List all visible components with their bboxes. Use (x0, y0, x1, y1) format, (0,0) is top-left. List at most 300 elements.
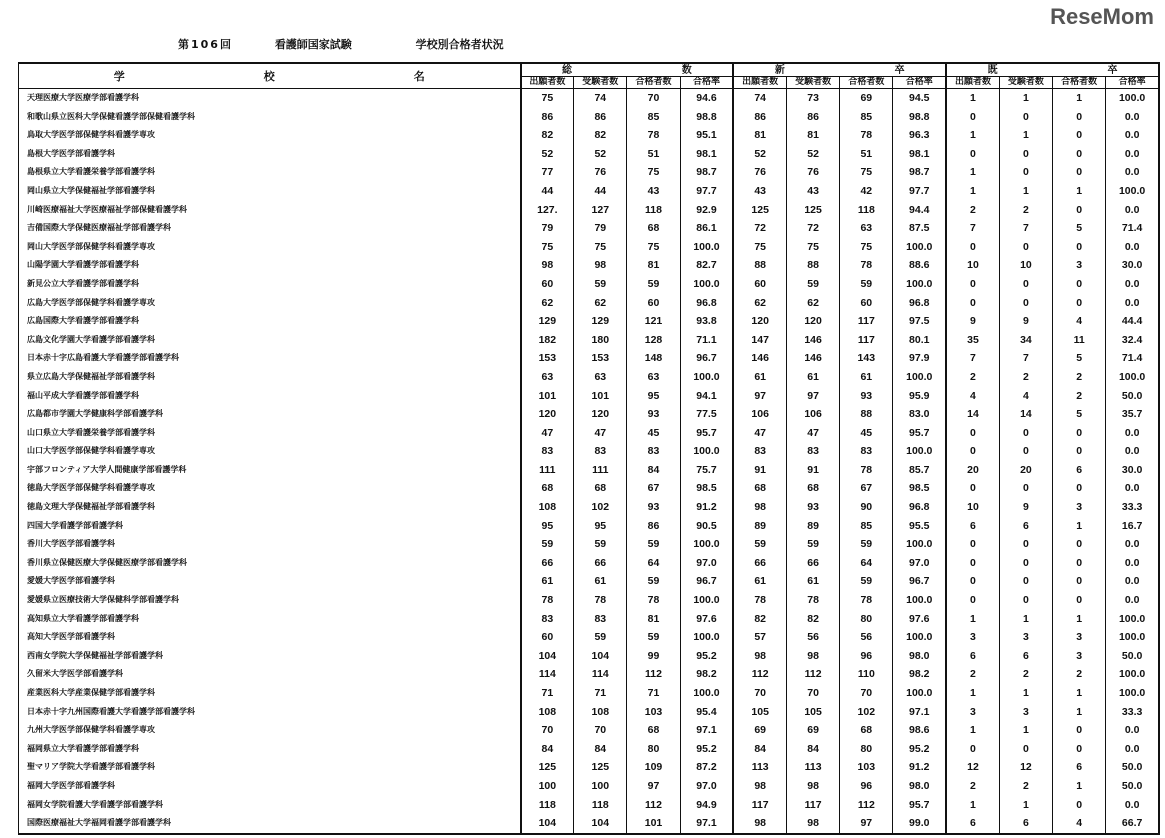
cell-value: 2 (999, 201, 1052, 220)
school-name: 愛媛大学医学部看護学科 (19, 572, 521, 591)
cell-value: 68 (840, 721, 893, 740)
cell-value: 20 (999, 461, 1052, 480)
cell-value: 129 (574, 312, 627, 331)
table-row (19, 684, 1160, 703)
cell-value: 98 (574, 256, 627, 275)
cell-value: 0 (946, 294, 999, 313)
cell-value: 2 (1053, 387, 1106, 406)
cell-value: 96.7 (893, 572, 946, 591)
table-row (19, 349, 1160, 368)
cell-value: 75 (840, 238, 893, 257)
table-row (19, 814, 1160, 834)
cell-value: 100.0 (680, 628, 733, 647)
cell-value: 30.0 (1106, 461, 1159, 480)
cell-value: 98.1 (680, 145, 733, 164)
cell-value: 93 (627, 405, 680, 424)
group-label-left: 新 (774, 64, 785, 76)
cell-value: 100.0 (680, 684, 733, 703)
cell-value: 70 (627, 89, 680, 108)
cell-value: 44 (574, 182, 627, 201)
cell-value: 98 (733, 777, 786, 796)
cell-value: 59 (840, 572, 893, 591)
cell-value: 68 (733, 479, 786, 498)
cell-value: 70 (521, 721, 574, 740)
cell-value: 0 (999, 554, 1052, 573)
cell-value: 120 (733, 312, 786, 331)
table-row (19, 145, 1160, 164)
cell-value: 50.0 (1106, 387, 1159, 406)
table-row (19, 498, 1160, 517)
cell-value: 66 (521, 554, 574, 573)
cell-value: 95 (521, 517, 574, 536)
cell-value: 0.0 (1106, 163, 1159, 182)
school-name: 宇部フロンティア大学人間健康学部看護学科 (19, 461, 521, 480)
header-char: 名 (413, 69, 425, 83)
cell-value: 96.7 (680, 349, 733, 368)
cell-value: 129 (521, 312, 574, 331)
cell-value: 60 (521, 275, 574, 294)
cell-value: 0 (1053, 294, 1106, 313)
cell-value: 108 (521, 498, 574, 517)
cell-value: 72 (787, 219, 840, 238)
cell-value: 95.9 (893, 387, 946, 406)
cell-value: 43 (733, 182, 786, 201)
group-label-right: 卒 (1107, 64, 1118, 76)
cell-value: 61 (574, 572, 627, 591)
cell-value: 0 (1053, 721, 1106, 740)
cell-value: 2 (1053, 665, 1106, 684)
cell-value: 113 (787, 758, 840, 777)
cell-value: 77 (521, 163, 574, 182)
group-label-left: 総 (562, 64, 573, 76)
cell-value: 96.7 (680, 572, 733, 591)
cell-value: 51 (840, 145, 893, 164)
cell-value: 118 (627, 201, 680, 220)
cell-value: 98 (521, 256, 574, 275)
cell-value: 59 (574, 275, 627, 294)
cell-value: 63 (574, 368, 627, 387)
cell-value: 45 (627, 424, 680, 443)
column-header: 受験者数 (999, 77, 1052, 89)
cell-value: 95.1 (680, 126, 733, 145)
cell-value: 78 (840, 591, 893, 610)
cell-value: 91 (733, 461, 786, 480)
cell-value: 4 (1053, 814, 1106, 834)
cell-value: 1 (999, 796, 1052, 815)
cell-value: 1 (946, 89, 999, 108)
cell-value: 61 (787, 572, 840, 591)
cell-value: 80 (840, 610, 893, 629)
cell-value: 82 (574, 126, 627, 145)
column-header: 合格率 (680, 77, 733, 89)
cell-value: 0.0 (1106, 145, 1159, 164)
cell-value: 74 (733, 89, 786, 108)
cell-value: 11 (1053, 331, 1106, 350)
cell-value: 97.6 (893, 610, 946, 629)
cell-value: 52 (574, 145, 627, 164)
cell-value: 3 (999, 703, 1052, 722)
cell-value: 3 (946, 628, 999, 647)
cell-value: 78 (787, 591, 840, 610)
cell-value: 43 (787, 182, 840, 201)
table-row (19, 461, 1160, 480)
cell-value: 120 (521, 405, 574, 424)
cell-value: 0 (1053, 796, 1106, 815)
cell-value: 103 (627, 703, 680, 722)
cell-value: 14 (946, 405, 999, 424)
cell-value: 98.2 (680, 665, 733, 684)
cell-value: 100.0 (1106, 665, 1159, 684)
cell-value: 100.0 (893, 535, 946, 554)
cell-value: 0 (946, 572, 999, 591)
cell-value: 120 (574, 405, 627, 424)
cell-value: 99 (627, 647, 680, 666)
school-name: 四国大学看護学部看護学科 (19, 517, 521, 536)
school-name: 広島文化学園大学看護学部看護学科 (19, 331, 521, 350)
cell-value: 3 (946, 703, 999, 722)
cell-value: 12 (999, 758, 1052, 777)
school-name: 山口大学医学部保健学科看護学専攻 (19, 442, 521, 461)
cell-value: 20 (946, 461, 999, 480)
cell-value: 1 (1053, 182, 1106, 201)
table-row (19, 294, 1160, 313)
cell-value: 0 (1053, 740, 1106, 759)
cell-value: 3 (1053, 498, 1106, 517)
cell-value: 127 (574, 201, 627, 220)
cell-value: 0.0 (1106, 201, 1159, 220)
cell-value: 35.7 (1106, 405, 1159, 424)
cell-value: 85 (627, 108, 680, 127)
school-name: 福山平成大学看護学部看護学科 (19, 387, 521, 406)
cell-value: 112 (627, 665, 680, 684)
cell-value: 0.0 (1106, 479, 1159, 498)
cell-value: 1 (946, 721, 999, 740)
cell-value: 0.0 (1106, 721, 1159, 740)
cell-value: 0 (946, 535, 999, 554)
cell-value: 86 (521, 108, 574, 127)
cell-value: 0.0 (1106, 108, 1159, 127)
cell-value: 6 (999, 647, 1052, 666)
cell-value: 88 (840, 405, 893, 424)
cell-value: 101 (627, 814, 680, 834)
cell-value: 86.1 (680, 219, 733, 238)
cell-value: 3 (1053, 628, 1106, 647)
cell-value: 0 (999, 572, 1052, 591)
cell-value: 100.0 (680, 275, 733, 294)
cell-value: 117 (840, 312, 893, 331)
cell-value: 106 (733, 405, 786, 424)
cell-value: 0 (946, 424, 999, 443)
cell-value: 0.0 (1106, 554, 1159, 573)
cell-value: 0 (946, 740, 999, 759)
cell-value: 64 (627, 554, 680, 573)
cell-value: 0 (946, 554, 999, 573)
table-row (19, 312, 1160, 331)
cell-value: 83 (627, 442, 680, 461)
cell-value: 128 (627, 331, 680, 350)
cell-value: 125 (787, 201, 840, 220)
cell-value: 104 (574, 647, 627, 666)
cell-value: 1 (999, 126, 1052, 145)
cell-value: 63 (840, 219, 893, 238)
cell-value: 97.1 (680, 814, 733, 834)
cell-value: 10 (946, 256, 999, 275)
cell-value: 6 (946, 814, 999, 834)
cell-value: 0 (1053, 238, 1106, 257)
cell-value: 112 (627, 796, 680, 815)
school-name: 天理医療大学医療学部看護学科 (19, 89, 521, 108)
cell-value: 100.0 (893, 368, 946, 387)
cell-value: 89 (787, 517, 840, 536)
column-header: 合格者数 (1053, 77, 1106, 89)
cell-value: 98.7 (680, 163, 733, 182)
cell-value: 90.5 (680, 517, 733, 536)
cell-value: 0 (999, 591, 1052, 610)
cell-value: 2 (946, 777, 999, 796)
cell-value: 94.6 (680, 89, 733, 108)
cell-value: 75 (521, 238, 574, 257)
table-row (19, 777, 1160, 796)
cell-value: 5 (1053, 349, 1106, 368)
cell-value: 100.0 (680, 368, 733, 387)
cell-value: 100.0 (1106, 89, 1159, 108)
cell-value: 10 (946, 498, 999, 517)
cell-value: 108 (521, 703, 574, 722)
cell-value: 60 (840, 294, 893, 313)
cell-value: 75 (840, 163, 893, 182)
cell-value: 70 (787, 684, 840, 703)
cell-value: 97.0 (680, 777, 733, 796)
cell-value: 98 (733, 498, 786, 517)
cell-value: 0 (999, 442, 1052, 461)
table-row (19, 665, 1160, 684)
table-row (19, 368, 1160, 387)
cell-value: 59 (574, 535, 627, 554)
cell-value: 16.7 (1106, 517, 1159, 536)
cell-value: 9 (946, 312, 999, 331)
table-row (19, 554, 1160, 573)
table-row (19, 89, 1160, 108)
school-name: 新見公立大学看護学部看護学科 (19, 275, 521, 294)
cell-value: 112 (733, 665, 786, 684)
cell-value: 75.7 (680, 461, 733, 480)
cell-value: 1 (999, 89, 1052, 108)
cell-value: 118 (574, 796, 627, 815)
cell-value: 0 (1053, 145, 1106, 164)
cell-value: 0.0 (1106, 796, 1159, 815)
cell-value: 61 (787, 368, 840, 387)
school-name: 徳島大学医学部保健学科看護学専攻 (19, 479, 521, 498)
school-name: 香川県立保健医療大学保健医療学部看護学科 (19, 554, 521, 573)
cell-value: 83 (521, 442, 574, 461)
cell-value: 2 (999, 368, 1052, 387)
cell-value: 96.8 (893, 294, 946, 313)
cell-value: 61 (840, 368, 893, 387)
cell-value: 98.0 (893, 777, 946, 796)
cell-value: 0 (1053, 108, 1106, 127)
cell-value: 56 (787, 628, 840, 647)
cell-value: 1 (1053, 703, 1106, 722)
table-row (19, 442, 1160, 461)
cell-value: 146 (787, 331, 840, 350)
school-name: 徳島文理大学保健福祉学部看護学科 (19, 498, 521, 517)
cell-value: 0.0 (1106, 572, 1159, 591)
cell-value: 1 (1053, 610, 1106, 629)
cell-value: 59 (787, 275, 840, 294)
cell-value: 0 (946, 145, 999, 164)
cell-value: 91.2 (680, 498, 733, 517)
school-name: 広島国際大学看護学部看護学科 (19, 312, 521, 331)
header-char: 学 (113, 69, 125, 83)
cell-value: 85 (840, 517, 893, 536)
school-name: 久留米大学医学部看護学科 (19, 665, 521, 684)
cell-value: 4 (999, 387, 1052, 406)
cell-value: 0 (1053, 554, 1106, 573)
cell-value: 69 (787, 721, 840, 740)
cell-value: 45 (840, 424, 893, 443)
cell-value: 0 (1053, 201, 1106, 220)
watermark-logo: ReseMom (1047, 4, 1157, 30)
cell-value: 61 (733, 572, 786, 591)
cell-value: 52 (733, 145, 786, 164)
table-row (19, 256, 1160, 275)
cell-value: 0 (1053, 572, 1106, 591)
cell-value: 0 (1053, 535, 1106, 554)
cell-value: 5 (1053, 405, 1106, 424)
cell-value: 0 (999, 275, 1052, 294)
cell-value: 147 (733, 331, 786, 350)
column-header: 出願者数 (521, 77, 574, 89)
table-row (19, 703, 1160, 722)
cell-value: 66 (787, 554, 840, 573)
cell-value: 2 (999, 777, 1052, 796)
cell-value: 96.8 (893, 498, 946, 517)
cell-value: 125 (733, 201, 786, 220)
cell-value: 76 (574, 163, 627, 182)
cell-value: 96.8 (680, 294, 733, 313)
table-row (19, 331, 1160, 350)
column-header: 出願者数 (733, 77, 786, 89)
cell-value: 1 (946, 163, 999, 182)
cell-value: 69 (840, 89, 893, 108)
cell-value: 93.8 (680, 312, 733, 331)
cell-value: 59 (787, 535, 840, 554)
cell-value: 1 (999, 721, 1052, 740)
school-name: 福岡女学院看護大学看護学部看護学科 (19, 796, 521, 815)
cell-value: 5 (1053, 219, 1106, 238)
cell-value: 83 (521, 610, 574, 629)
column-header: 出願者数 (946, 77, 999, 89)
cell-value: 12 (946, 758, 999, 777)
table-row (19, 126, 1160, 145)
table-row (19, 610, 1160, 629)
school-name: 島根大学医学部看護学科 (19, 145, 521, 164)
cell-value: 91 (787, 461, 840, 480)
cell-value: 7 (946, 219, 999, 238)
cell-value: 98.8 (893, 108, 946, 127)
cell-value: 1 (946, 126, 999, 145)
school-name: 川崎医療福祉大学医療福祉学部保健看護学科 (19, 201, 521, 220)
cell-value: 0 (999, 163, 1052, 182)
cell-value: 0 (1053, 275, 1106, 294)
cell-value: 57 (733, 628, 786, 647)
cell-value: 180 (574, 331, 627, 350)
cell-value: 66 (733, 554, 786, 573)
cell-value: 14 (999, 405, 1052, 424)
table-row (19, 387, 1160, 406)
cell-value: 2 (946, 368, 999, 387)
cell-value: 95 (574, 517, 627, 536)
cell-value: 97.0 (893, 554, 946, 573)
cell-value: 97.0 (680, 554, 733, 573)
cell-value: 112 (840, 796, 893, 815)
cell-value: 95.2 (680, 647, 733, 666)
cell-value: 117 (787, 796, 840, 815)
cell-value: 101 (574, 387, 627, 406)
school-name: 鳥取大学医学部保健学科看護学専攻 (19, 126, 521, 145)
cell-value: 43 (627, 182, 680, 201)
cell-value: 0.0 (1106, 275, 1159, 294)
school-name: 香川大学医学部看護学科 (19, 535, 521, 554)
cell-value: 6 (946, 647, 999, 666)
cell-value: 99.0 (893, 814, 946, 834)
cell-value: 100 (574, 777, 627, 796)
cell-value: 3 (1053, 256, 1106, 275)
document-title (178, 36, 504, 52)
cell-value: 71 (627, 684, 680, 703)
cell-value: 9 (999, 312, 1052, 331)
table-row (19, 219, 1160, 238)
school-name: 西南女学院大学保健福祉学部看護学科 (19, 647, 521, 666)
cell-value: 62 (733, 294, 786, 313)
header-char: 校 (263, 69, 275, 83)
cell-value: 97.7 (680, 182, 733, 201)
cell-value: 80 (627, 740, 680, 759)
cell-value: 71 (521, 684, 574, 703)
cell-value: 86 (627, 517, 680, 536)
cell-value: 75 (627, 238, 680, 257)
cell-value: 100 (521, 777, 574, 796)
cell-value: 52 (521, 145, 574, 164)
cell-value: 63 (627, 368, 680, 387)
cell-value: 0 (999, 424, 1052, 443)
cell-value: 1 (946, 684, 999, 703)
school-name-header (19, 63, 521, 89)
cell-value: 85 (840, 108, 893, 127)
cell-value: 93 (787, 498, 840, 517)
cell-value: 78 (627, 591, 680, 610)
school-name: 日本赤十字広島看護大学看護学部看護学科 (19, 349, 521, 368)
group-header (521, 63, 734, 77)
cell-value: 81 (627, 610, 680, 629)
cell-value: 106 (787, 405, 840, 424)
cell-value: 104 (521, 814, 574, 834)
column-header: 合格率 (1106, 77, 1159, 89)
cell-value: 98.6 (893, 721, 946, 740)
cell-value: 97.5 (893, 312, 946, 331)
column-header: 合格率 (893, 77, 946, 89)
cell-value: 75 (787, 238, 840, 257)
cell-value: 94.1 (680, 387, 733, 406)
cell-value: 33.3 (1106, 498, 1159, 517)
cell-value: 90 (840, 498, 893, 517)
cell-value: 0 (999, 108, 1052, 127)
cell-value: 98 (787, 777, 840, 796)
cell-value: 0.0 (1106, 740, 1159, 759)
cell-value: 109 (627, 758, 680, 777)
group-label-left: 既 (987, 64, 998, 76)
cell-value: 127. (521, 201, 574, 220)
